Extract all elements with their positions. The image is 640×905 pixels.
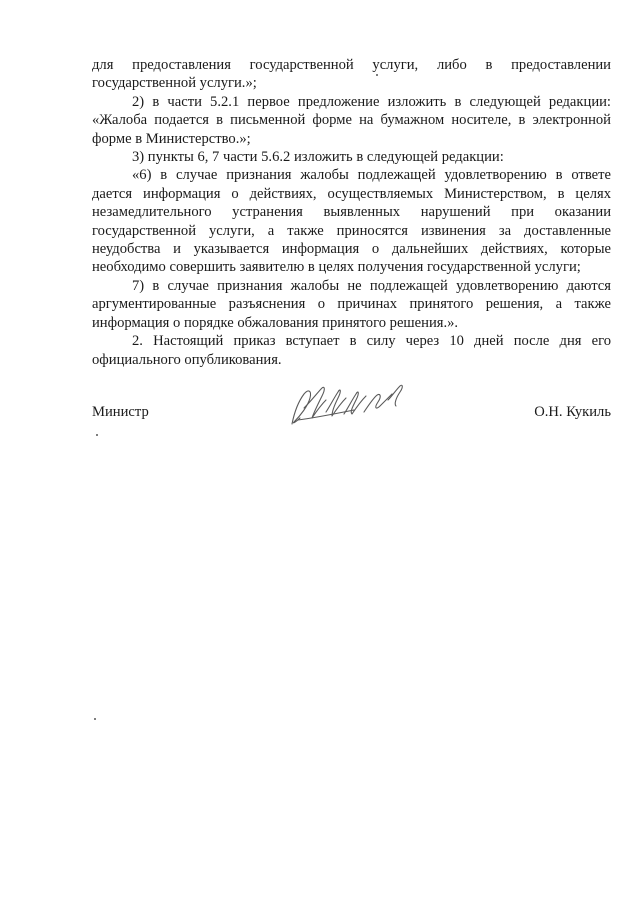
paragraph-point-7: 7) в случае признания жалобы не подлежащей удовлетворению даются аргументированные разъяснения о причинах принятого решения, а также информация о порядке обжалования принятого решения.».	[92, 277, 611, 331]
paragraph-item-2: 2) в части 5.2.1 первое предложение изложить в следующей редакции: «Жалоба подается в письменной форме на бумажном носителе, в электронной форме в Министерство.»;	[92, 93, 611, 147]
handwritten-signature	[284, 378, 414, 430]
scan-speck	[96, 434, 98, 436]
paragraph-item-3: 3) пункты 6, 7 части 5.6.2 изложить в следующей редакции:	[132, 149, 504, 166]
scan-speck	[94, 718, 96, 720]
signatory-title: Министр	[92, 404, 149, 420]
paragraph-continuation: для предоставления государственной услуги, либо в предоставлении государственной услуги.»;	[92, 57, 611, 92]
document-body	[92, 56, 611, 369]
paragraph-point-6: «6) в случае признания жалобы подлежащей удовлетворению в ответе дается информация о действиях, осуществляемых Министерством, в целях незамедлительного устранения выявленных нарушений при оказании государственной услуги, а также приносятся извинения за доставленные неудобства и указывается информация о дальнейших действиях, которые необходимо совершить заявителю в целях получения государственной услуги;	[92, 167, 611, 276]
signatory-name: О.Н. Кукиль	[534, 404, 611, 420]
paragraph-effective-date: 2. Настоящий приказ вступает в силу через 10 дней после дня его официального опубликования.	[92, 333, 611, 368]
scan-speck	[376, 74, 378, 76]
